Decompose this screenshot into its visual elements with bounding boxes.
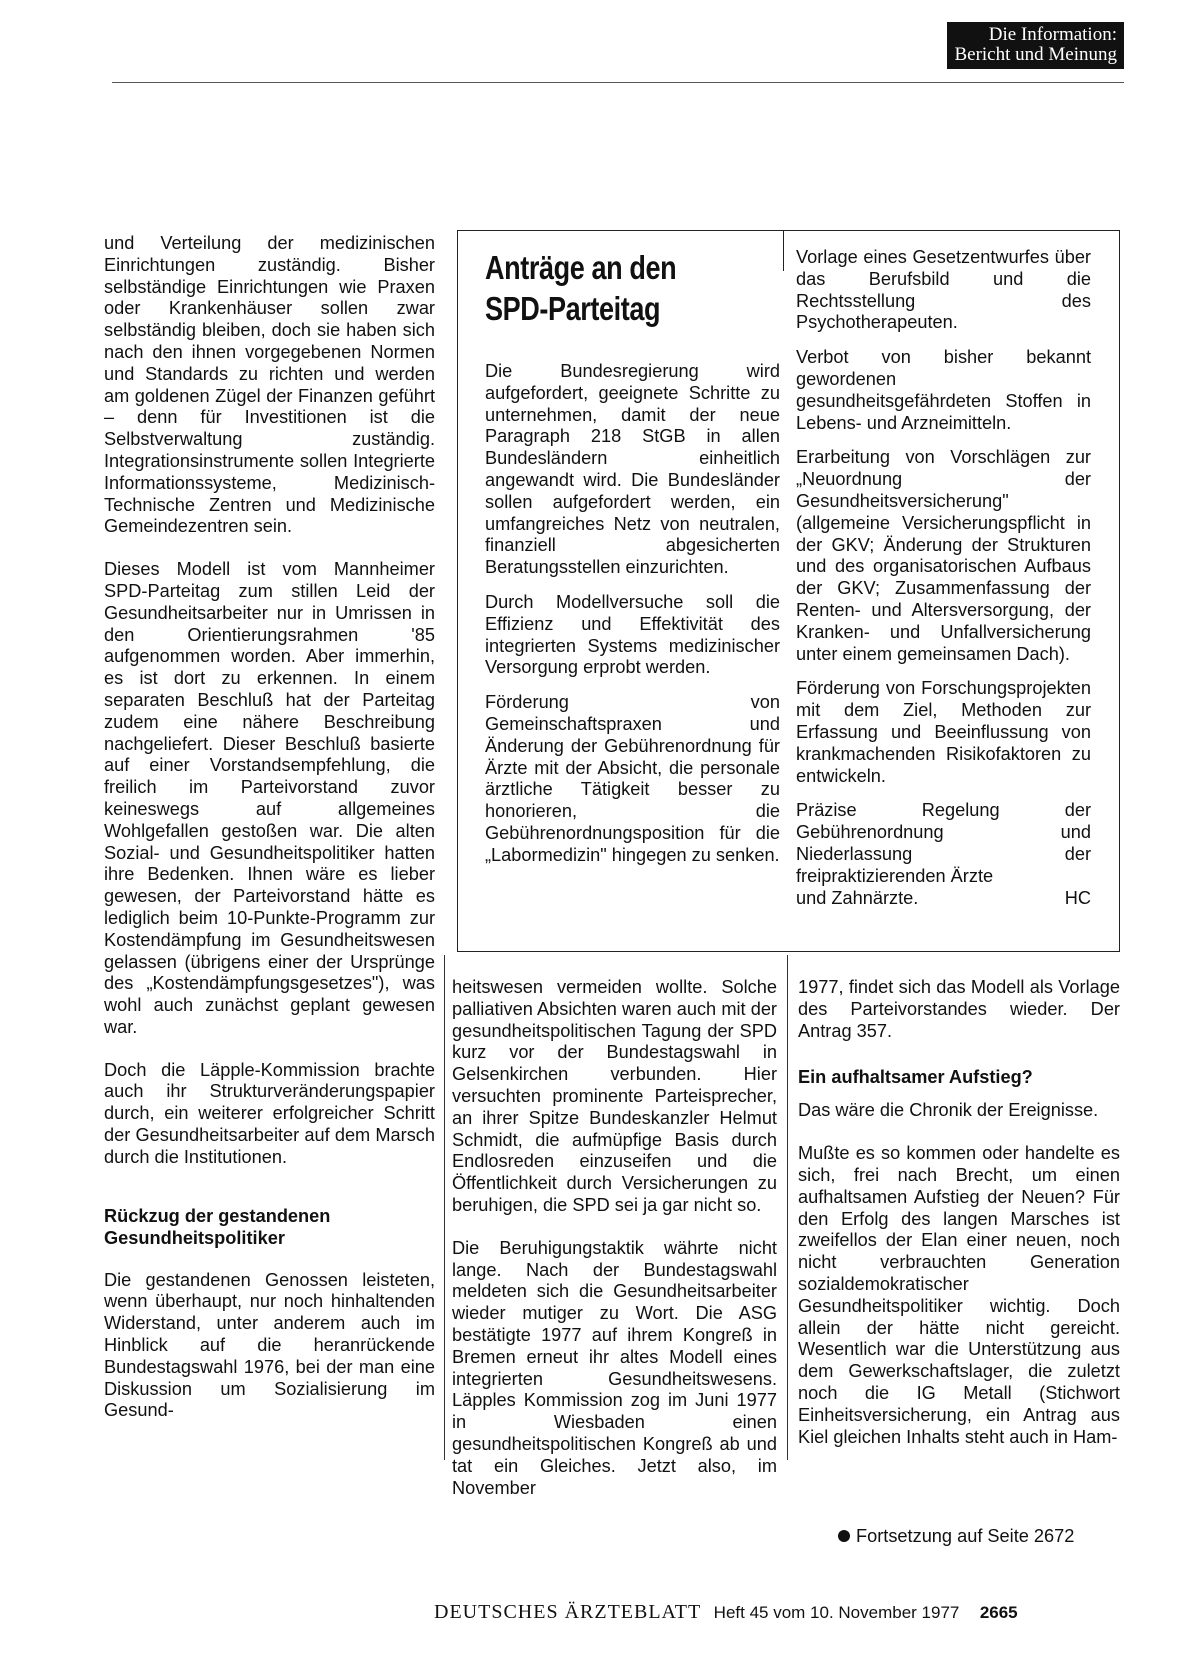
paragraph: Dieses Modell ist vom Mannheimer SPD-Parteitag zum stillen Leid der Gesundheitsarbeiter nur in Umrissen in den Orientierungsrahmen '85 aufgenommen worden. Aber immerhin, es ist dort zu erkennen. In einem separaten Beschluß hat der Parteitag zudem eine nähere Beschreibung nachgeliefert. Dieser Beschluß basierte auf einer Vorstandsempfehlung, die freilich im Parteivorstand zuvor keineswegs auf allgemeines Wohlgefallen gestoßen war. Die alten Sozial- und Gesundheitspolitiker hatten ihre Bedenken. Ihnen wäre es lieber gewesen, der Parteivorstand hätte es lediglich beim 10-Punkte-Programm zur Kostendämpfung im Gesundheitswesen gelassen (übrigens einer der Ursprünge des „Kostendämpfungsgesetzes"), was wohl auch zunächst geplant gewesen war. — [104, 559, 435, 1037]
motion-item: Präzise Regelung der Gebührenordnung und Niederlassung der freipraktizierenden Ärzte — [796, 800, 1091, 886]
paragraph: Die gestandenen Genossen leisteten, wenn überhaupt, nur noch hinhaltenden Widerstand, unter anderem auch im Hinblick auf die heranrückende Bundestagswahl 1976, bei der man eine Diskussion um Sozialisierung im Gesund- — [104, 1269, 435, 1421]
box-column-2 — [796, 247, 1091, 909]
motion-item: Durch Modellversuche soll die Effizienz und Effektivität des integrierten Systems medizinischer Versorgung erprobt werden. — [485, 591, 780, 678]
paragraph: heitswesen vermeiden wollte. Solche palliativen Absichten waren auch mit der gesundheitspolitischen Tagung der SPD kurz vor der Bundestagswahl in Gelsenkirchen verbunden. Hier versuchten prominente Parteisprecher, an ihrer Spitze Bundeskanzler Helmut Schmidt, die aufmüpfige Basis durch Endlosreden einzuseifen und die Öffentlichkeit durch Versicherungen zu beruhigen, die SPD sei ja gar nicht so. — [452, 977, 777, 1215]
sidebar-box — [457, 230, 1120, 952]
continued-text: Fortsetzung auf Seite 2672 — [856, 1526, 1075, 1546]
motion-item: Förderung von Forschungsprojekten mit dem Ziel, Methoden zur Erfassung und Beeinflussung von krankmachenden Risikofaktoren zu entwickeln. — [796, 678, 1091, 786]
motion-item: Verbot von bisher bekannt gewordenen gesundheitsgefährdeten Stoffen in Lebens- und Arzneimitteln. — [796, 347, 1091, 433]
section-heading: Rückzug der gestandenen Gesundheitspolitiker — [104, 1205, 331, 1248]
column-3 — [798, 977, 1120, 1469]
box-column-1 — [485, 361, 780, 880]
paragraph: Die Beruhigungstaktik währte nicht lange. Nach der Bundestagswahl meldeten sich die Gesundheitsarbeiter wieder mutiger zu Wort. Die ASG bestätigte 1977 auf ihrem Kongreß in Bremen erneut ihr altes Modell eines integrierten Gesundheitswesens. Läpples Kommission zog im Juni 1977 in Wiesbaden einen gesundheitspolitischen Kongreß ab und tat ein Gleiches. Jetzt also, im November — [452, 1237, 777, 1498]
issue-info: Heft 45 vom 10. November 1977 — [713, 1603, 960, 1622]
section-tag-line1: Die Information: — [988, 24, 1117, 45]
section-heading: Ein aufhaltsamer Aufstieg? — [798, 1067, 1033, 1088]
column-divider — [444, 955, 445, 1460]
header-rule — [112, 82, 1124, 83]
paragraph: und Verteilung der medizinischen Einrichtungen zuständig. Bisher selbständige Einrichtungen wie Praxen oder Krankenhäuser sollen zwar selbständig bleiben, doch sie haben sich nach den ihnen vorgegebenen Normen und Standards zu richten und werden am goldenen Zügel der Finanzen geführt – denn für Investitionen ist die Selbstverwaltung zuständig. Integrationsinstrumente sollen Integrierte Informationssysteme, Medizinisch-Technische Zentren und Medizinische Gemeindezentren sein. — [104, 233, 435, 537]
paragraph: 1977, findet sich das Modell als Vorlage des Parteivorstandes wieder. Der Antrag 357. — [798, 977, 1120, 1041]
motion-item: Vorlage eines Gesetzentwurfes über das Berufsbild und die Rechtsstellung des Psychotherapeuten. — [796, 247, 1091, 333]
motion-item: Erarbeitung von Vorschlägen zur „Neuordnung der Gesundheitsversicherung" (allgemeine Versicherungspflicht in der GKV; Änderung der Strukturen und des organisatorischen Aufbaus der GKV; Zusammenfassung der Renten- und Altersversorgung, der Kranken- und Unfallversicherung unter einem gemeinsamen Dach). — [796, 447, 1091, 664]
paragraph: Mußte es so kommen oder handelte es sich, frei nach Brecht, um einen aufhaltsamen Aufstieg der Neuen? Für den Erfolg des langen Marsches ist zweifellos der Elan einer neuen, noch nicht verbrauchten Generation sozialdemokratischer Gesundheitspolitiker wichtig. Doch allein der hätte nicht gereicht. Wesentlich war die Unterstützung aus dem Gewerkschaftslager, die zuletzt noch die IG Metall (Stichwort Einheitsversicherung, ein Antrag aus Kiel gleichen Inhalts steht auch in Ham- — [798, 1143, 1120, 1447]
column-2 — [452, 977, 777, 1520]
bullet-icon — [838, 1530, 850, 1542]
box-title: Anträge an den SPD-Parteitag — [485, 249, 677, 327]
box-last-line — [796, 888, 1091, 910]
paragraph: Doch die Läpple-Kommission brachte auch ihr Strukturveränderungspapier durch, ein weiterer erfolgreicher Schritt der Gesundheitsarbeiter auf dem Marsch durch die Institutionen. — [104, 1059, 435, 1167]
motion-item: Förderung von Gemeinschaftspraxen und Änderung der Gebührenordnung für Ärzte mit der Absicht, die personale ärztliche Tätigkeit besser zu honorieren, die Gebührenordnungsposition für die „Labormedizin" hingegen zu senken. — [485, 692, 780, 865]
page-footer — [434, 1601, 1120, 1624]
column-1 — [104, 233, 435, 1443]
box-last-words: und Zahnärzte. — [796, 887, 919, 908]
motion-item: Die Bundesregierung wird aufgefordert, geeignete Schritte zu unternehmen, damit der neue Paragraph 218 StGB in allen Bundesländern einheitlich angewandt wird. Die Bundesländer sollen aufgefordert werden, ein umfangreiches Netz von neutralen, finanziell abgesicherten Beratungsstellen einzurichten. — [485, 361, 780, 578]
page-number: 2665 — [979, 1603, 1018, 1622]
paragraph: Das wäre die Chronik der Ereignisse. — [798, 1100, 1099, 1121]
section-tag-line2: Bericht und Meinung — [954, 44, 1117, 65]
magazine-name: DEUTSCHES ÄRZTEBLATT — [434, 1601, 702, 1623]
box-divider — [783, 231, 784, 271]
section-tag — [947, 22, 1124, 69]
author-initials: HC — [1064, 887, 1091, 908]
continued-note — [838, 1525, 1074, 1547]
column-divider — [787, 955, 788, 1460]
